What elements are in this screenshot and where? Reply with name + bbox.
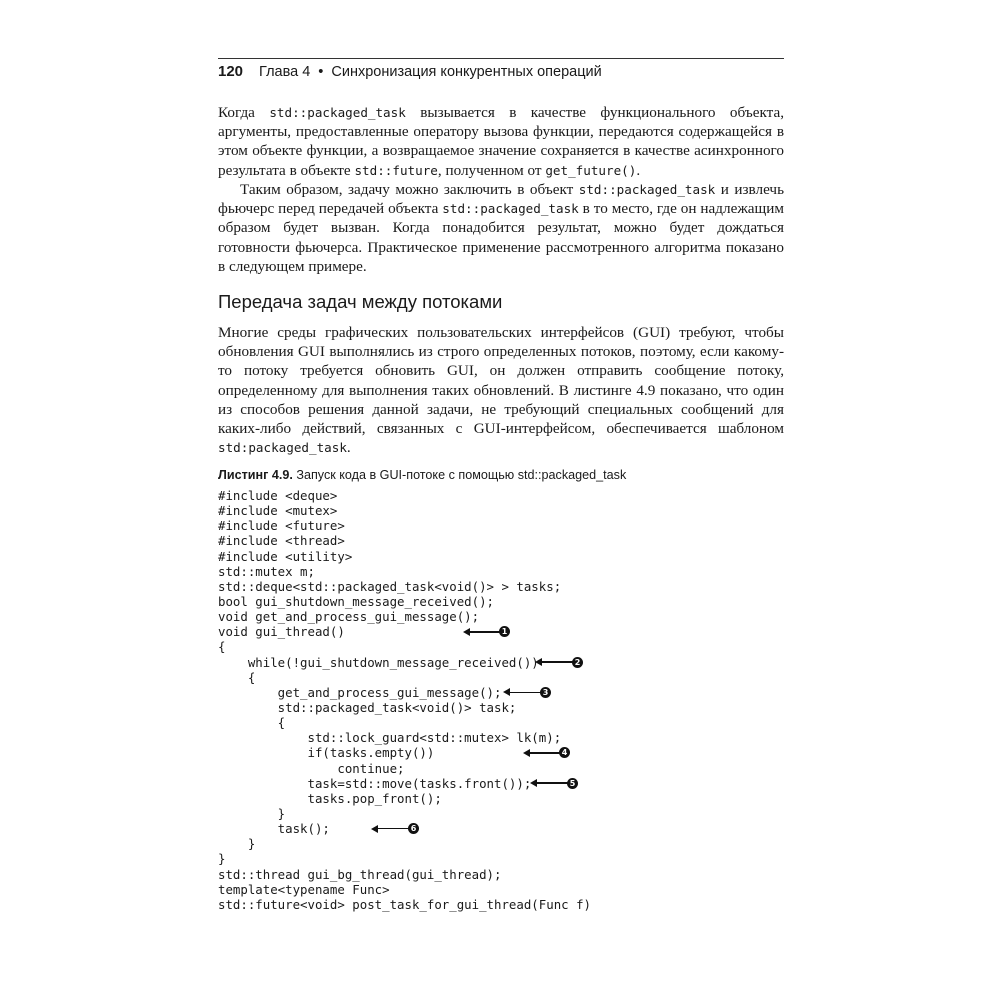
code-line	[218, 670, 784, 685]
code-line-text: task();	[218, 821, 330, 837]
inline-code: std::packaged_task	[269, 105, 406, 120]
code-line	[218, 700, 784, 715]
paragraph-packaged-task-call	[218, 103, 784, 180]
code-line-text: if(tasks.empty())	[218, 745, 435, 761]
text-run: , полученном от	[437, 161, 546, 179]
section-title: Передача задач между потоками	[218, 291, 503, 312]
code-line	[218, 806, 784, 821]
code-line-text: std::thread gui_bg_thread(gui_thread);	[218, 866, 502, 882]
code-line-text: while(!gui_shutdown_message_received())	[218, 654, 539, 670]
code-line-text: {	[218, 669, 256, 685]
code-line-text: }	[218, 836, 256, 852]
code-line-text: std::mutex m;	[218, 563, 315, 579]
code-line-text: #include <future>	[218, 518, 345, 534]
code-line	[218, 791, 784, 806]
callout-number-badge: 2	[572, 657, 583, 668]
inline-code: std::future	[354, 162, 438, 178]
paragraph-gui-threads	[218, 323, 784, 457]
text-run: Многие среды графических пользовательских интерфейсов (GUI) требуют, чтобы обновления GUI выполнялись из строго определенных потоков, поэтому, если какому-то потоку требуется обновить GUI, он должен отправить сообщение потоку, определенному для выполнения таких обновлений. В листинге 4.9 показано, что один из способов решения данной задачи, не требующий специальных сообщений для каких-либо действий, связанных с GUI-интерфейсом, обеспечивается шаблоном	[218, 324, 784, 438]
inline-code: std:packaged_task	[218, 440, 347, 456]
code-line	[218, 867, 784, 882]
code-line	[218, 518, 784, 533]
code-line-text: bool gui_shutdown_message_received();	[218, 593, 495, 609]
chapter-label: Глава 4	[259, 64, 311, 80]
arrow-line	[509, 692, 542, 694]
text-run: вызывается в качестве функционального объекта, аргументы, предоставленные оператору вызова функции, передаются содержащейся в этом объекте функции, а возвращаемое значение сохраняется в качестве асинхронного результата в объекте	[218, 104, 784, 179]
code-line-text: #include <utility>	[218, 548, 353, 564]
callout-number-badge: 4	[559, 747, 570, 758]
code-line	[218, 836, 784, 851]
inline-code: std::packaged_task	[442, 201, 579, 217]
code-line	[218, 503, 784, 518]
code-line-text: void gui_thread()	[218, 624, 345, 640]
code-line	[218, 821, 784, 836]
code-line	[218, 685, 784, 700]
code-line-text: std::deque<std::packaged_task<void()> > tasks;	[218, 578, 562, 594]
inline-code: get_future()	[545, 162, 637, 178]
code-line-text: void get_and_process_gui_message();	[218, 609, 480, 625]
code-line	[218, 488, 784, 503]
arrow-line	[536, 782, 569, 784]
code-listing	[218, 488, 784, 912]
code-line	[218, 549, 784, 564]
code-line-text: {	[218, 715, 286, 731]
code-line	[218, 730, 784, 745]
listing-label: Листинг 4.9.	[218, 468, 293, 482]
arrow-line	[541, 661, 574, 663]
code-line	[218, 776, 784, 791]
listing-caption	[218, 466, 626, 484]
inline-code: std::packaged_task	[578, 182, 716, 197]
code-line-text: #include <deque>	[218, 488, 338, 503]
callout-number-badge: 3	[540, 687, 551, 698]
code-line-text: task=std::move(tasks.front());	[218, 775, 532, 791]
text-run: .	[636, 161, 641, 179]
code-line-text: tasks.pop_front();	[218, 790, 442, 806]
code-line	[218, 655, 784, 670]
code-line-text: }	[218, 851, 226, 867]
text-run: .	[346, 439, 351, 457]
callout-number-badge: 5	[567, 778, 578, 789]
arrow-line	[529, 752, 561, 754]
code-line	[218, 761, 784, 776]
code-line-text: get_and_process_gui_message();	[218, 684, 502, 700]
callout-number-badge: 6	[408, 823, 419, 834]
code-line	[218, 579, 784, 594]
code-line	[218, 609, 784, 624]
chapter-title: Синхронизация конкурентных операций	[331, 64, 602, 80]
header-rule	[218, 58, 784, 59]
code-line-text: }	[218, 805, 286, 821]
text-run: в то место, где он надлежащим образом будет вызван. Когда понадобится результат, можно будет дождаться готовности фьючерса. Практическое применение рассмотренного алгоритма показано в следующем примере.	[218, 200, 784, 275]
code-line-text: std::future<void> post_task_for_gui_thread(Func f)	[218, 896, 591, 912]
code-line	[218, 564, 784, 579]
code-line-text: #include <mutex>	[218, 503, 338, 519]
code-line	[218, 533, 784, 548]
code-line	[218, 594, 784, 609]
text-run: Когда	[218, 104, 270, 121]
code-line-text: #include <thread>	[218, 533, 345, 549]
code-line	[218, 624, 784, 639]
paragraph-wrap-task	[218, 180, 784, 276]
header-bullet: •	[318, 64, 324, 80]
page-number: 120	[218, 63, 244, 80]
code-line-text: {	[218, 639, 226, 655]
code-line	[218, 897, 784, 912]
arrow-line	[469, 631, 501, 633]
code-line-text: std::packaged_task<void()> task;	[218, 699, 517, 715]
text-run: Таким образом, задачу можно заключить в объект	[240, 181, 579, 198]
code-line-text: template<typename Func>	[218, 881, 390, 897]
code-line-text: std::lock_guard<std::mutex> lk(m);	[218, 730, 562, 746]
code-line	[218, 745, 784, 760]
code-line	[218, 882, 784, 897]
text-run: и извлечь фьючерс перед передачей объекта	[218, 181, 784, 218]
code-line	[218, 715, 784, 730]
callout-number-badge: 1	[499, 626, 510, 637]
code-line	[218, 851, 784, 866]
code-line-text: continue;	[218, 760, 405, 776]
listing-caption-text: Запуск кода в GUI-потоке с помощью std::packaged_task	[292, 468, 627, 482]
arrow-line	[377, 828, 410, 830]
code-line	[218, 639, 784, 654]
running-header	[218, 62, 784, 84]
